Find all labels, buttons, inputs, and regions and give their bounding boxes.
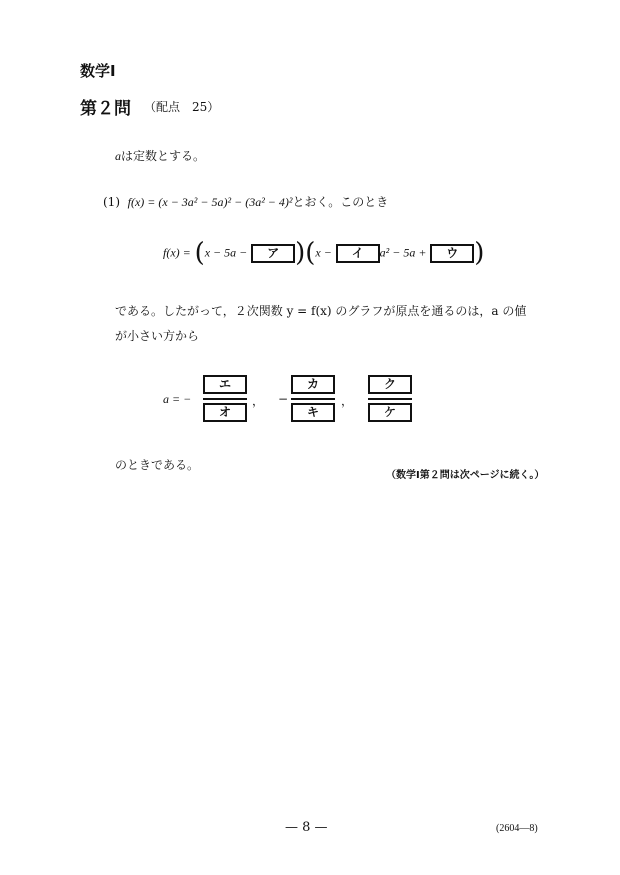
definition-text: とおく。このとき (292, 195, 389, 209)
eq-factor1: x − 5a − (204, 245, 248, 260)
page-code: (2604—8) (496, 823, 538, 834)
minus-sign: − (278, 392, 289, 406)
answer-box-i[interactable]: イ (336, 244, 380, 263)
closing-text: のときである。 (115, 458, 200, 472)
part-label: (1) (103, 195, 120, 209)
var-a: a (115, 149, 121, 163)
right-paren: ) (295, 238, 306, 268)
eq-factor2: x − (315, 245, 332, 260)
answer-box-ki[interactable]: キ (291, 403, 335, 422)
fraction-bar (368, 398, 412, 400)
function-definition: f(x) = (x − 3a² − 5a)² − (3a² − 4)² (127, 195, 293, 209)
question-title: 第２問 (80, 99, 131, 119)
answer-lhs: a = − (163, 392, 192, 406)
comma: ， (341, 394, 354, 408)
intro-line (115, 147, 205, 164)
left-paren: ( (305, 238, 316, 268)
text-line-1: である。したがって，２次関数 y = f(x) のグラフが原点を通るのは，a の値 (115, 304, 527, 318)
points-label: （配点 25） (144, 100, 220, 114)
eq-factor2-rest: a² − 5a + (379, 245, 427, 260)
factored-equation (163, 240, 484, 266)
intro-text: は定数とする。 (121, 149, 206, 163)
fraction-bar (291, 398, 335, 400)
page-number: — 8 — (285, 820, 328, 835)
subject-title: 数学Ⅰ (80, 62, 116, 80)
answer-box-e[interactable]: エ (203, 375, 247, 394)
answer-box-u[interactable]: ウ (430, 244, 474, 263)
answer-box-o[interactable]: オ (203, 403, 247, 422)
answer-box-ke[interactable]: ケ (368, 403, 412, 422)
answer-box-a[interactable]: ア (251, 244, 295, 263)
part1-definition (103, 193, 388, 210)
eq-lhs: f(x) = (163, 245, 191, 260)
right-paren: ) (474, 238, 485, 268)
answer-box-ka[interactable]: カ (291, 375, 335, 394)
left-paren: ( (194, 238, 205, 268)
comma: ， (252, 394, 265, 408)
fraction-bar (203, 398, 247, 400)
answer-box-ku[interactable]: ク (368, 375, 412, 394)
text-line-2: が小さい方から (115, 329, 200, 343)
continued-note: （数学Ⅰ第２問は次ページに続く。） (386, 470, 545, 481)
